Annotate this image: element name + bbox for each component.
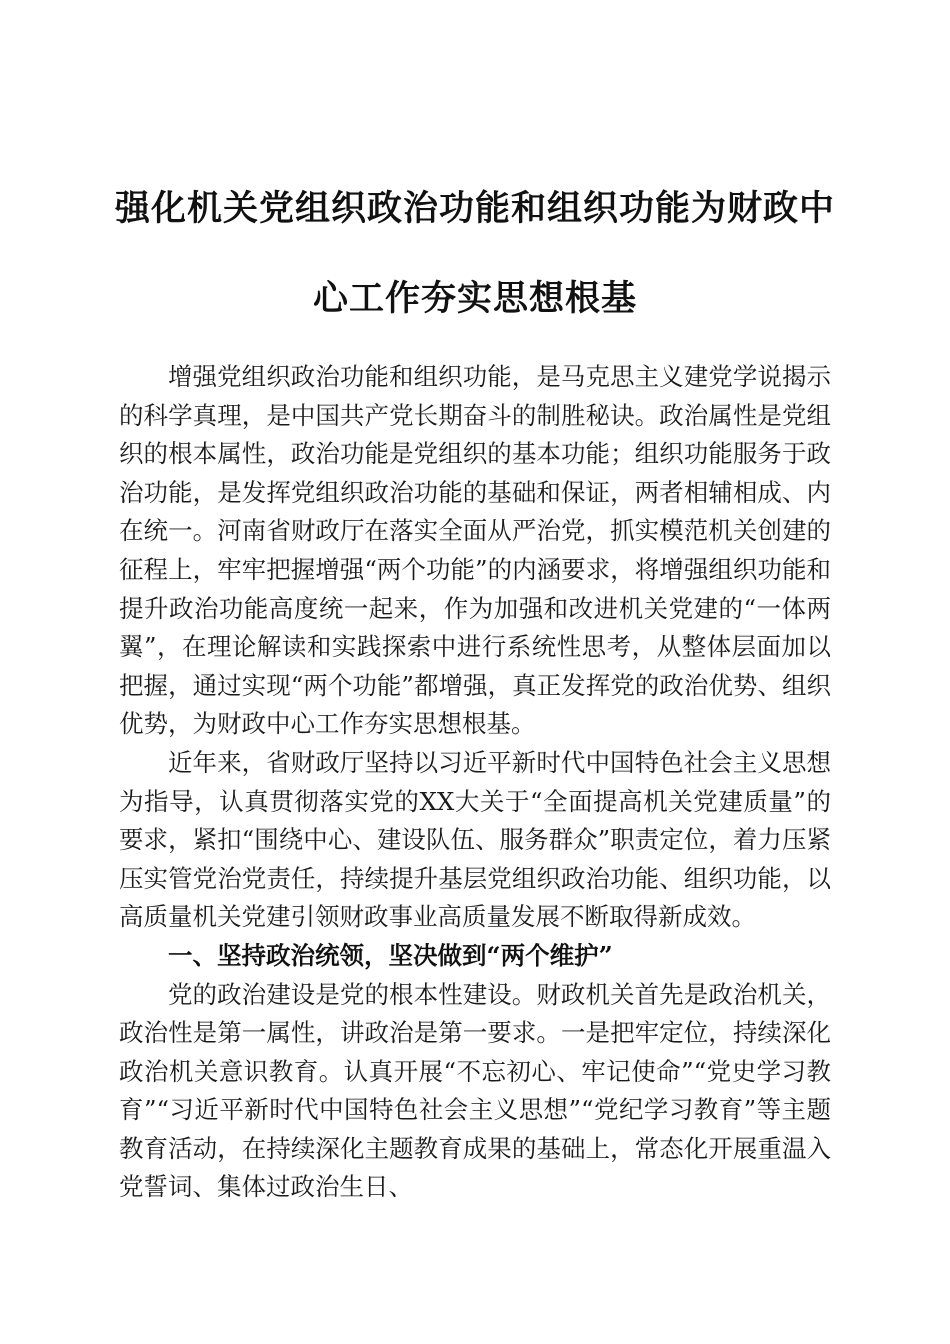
paragraph-political-building: 党的政治建设是党的根本性建设。财政机关首先是政治机关，政治性是第一属性，讲政治是第一要求。一是把牢定位，持续深化政治机关意识教育。认真开展“不忘初心、牢记使命”“党史学习教育”“习近平新时代中国特色社会主义思想”“党纪学习教育”等主题教育活动，在持续深化主题教育成果的基础上，常态化开展重温入党誓词、集体过政治生日、 (119, 979, 831, 1202)
section-heading-1: 一、坚持政治统领，坚决做到“两个维护” (168, 940, 613, 970)
document-title: 强化机关党组织政治功能和组织功能为财政中心工作夯实思想根基 (115, 188, 836, 319)
paragraph-intro: 增强党组织政治功能和组织功能，是马克思主义建党学说揭示的科学真理，是中国共产党长期奋斗的制胜秘诀。政治属性是党组织的根本属性，政治功能是党组织的基本功能；组织功能服务于政治功能，是发挥党组织政治功能的基础和保证，两者相辅相成、内在统一。河南省财政厅在落实全面从严治党，抓实模范机关创建的征程上，牢牢把握增强“两个功能”的内涵要求，将增强组织功能和提升政治功能高度统一起来，作为加强和改进机关党建的“一体两翼”，在理论解读和实践探索中进行系统性思考，从整体层面加以把握，通过实现“两个功能”都增强，真正发挥党的政治优势、组织优势，为财政中心工作夯实思想根基。 (119, 362, 831, 739)
paragraph-recent-years: 近年来，省财政厅坚持以习近平新时代中国特色社会主义思想为指导，认真贯彻落实党的XX大关于“全面提高机关党建质量”的要求，紧扣“围绕中心、建设队伍、服务群众”职责定位，着力压紧压实管党治党责任，持续提升基层党组织政治功能、组织功能，以高质量机关党建引领财政事业高质量发展不断取得新成效。 (119, 747, 831, 932)
document-body (119, 358, 831, 1207)
